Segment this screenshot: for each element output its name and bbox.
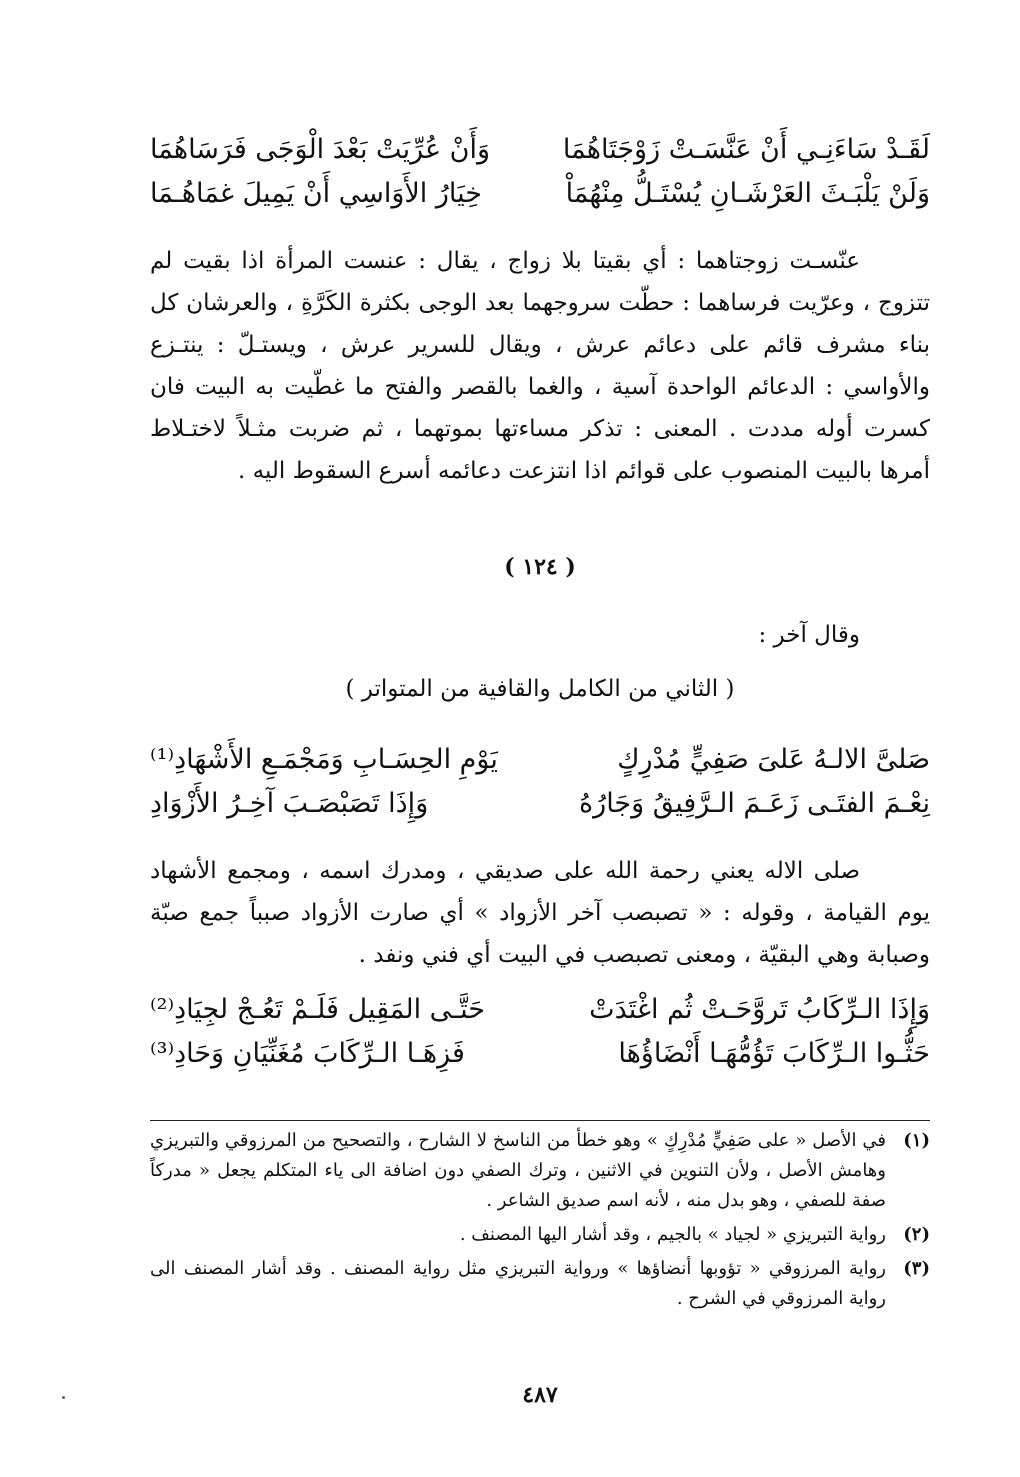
footnote-number: (٢) [903,1224,930,1245]
footnote-text: رواية التبريزي « لجياد » بالجيم ، وقد أشار اليها المصنف . [459,1224,886,1245]
verse-line [150,782,930,826]
verse-line [150,988,930,1032]
footnotes [150,1126,930,1318]
verse-second-hemistich: يَوْمِ الحِسَـابِ وَمَجْمَـعِ الأَشْهَادِ⁽¹⁾ [150,744,498,775]
section-number: ( ١٢٤ ) [504,554,576,580]
poem-block-2 [150,738,930,826]
commentary-block-1 [150,240,930,492]
poem-block-3 [150,988,930,1076]
commentary-block-2 [150,850,930,976]
meter-note: ( الثاني من الكامل والقافية من المتواتر ) [345,676,735,702]
footnote [150,1254,930,1314]
verse-second-hemistich: حَتَّـى المَقِيل فَلَـمْ تَعُـجْ لجِيَادِ⁽²⁾ [150,994,485,1025]
poem-block-1 [150,128,930,216]
commentary-paragraph: عنّسـت زوجتاهما : أي بقيتا بلا زواج ، يقال : عنست المرأة اذا بقيت لم تتزوج ، وعرّيت فرساهما : حطّت سروجهما بعد الوجى بكثرة الكَرَّةِ ، والعرشان كل بناء مشرف قائم على دعائم عرش ، ويقال للسرير عرش ، ويستـلّ : ينتـزع والأواسي : الدعائم الواحدة آسية ، والغما بالقصر والفتح ما غطّيت به البيت فان كسرت أوله مددت . المعنى : تذكر مساءتها بموتهما ، ثم ضربت مثـلاً لاختـلاط أمرها بالبيت المنصوب على قوائم اذا انتزعت دعائمه أسرع السقوط اليه . [150,248,930,484]
footnote [150,1126,930,1216]
verse-first-hemistich: حَثُّـوا الـرِّكَابَ تَؤُمُّهَـا أَنْضَاؤُهَا [618,1038,930,1069]
verse-second-hemistich: خِيَارُ الأَوَاسِي أَنْ يَمِيلَ غمَاهُـمَا [150,178,482,209]
verse-first-hemistich: وَلَنْ يَلْبَـثَ العَرْشَـانِ يُسْتَـلُّ مِنْهُمَاْ [565,178,930,209]
verse-second-hemistich: فَزِهَـا الـرِّكَابَ مُغَنِّيَانِ وَحَادِ⁽³⁾ [150,1038,465,1069]
verse-line [150,738,930,782]
scan-speck [62,1396,65,1399]
verse-second-hemistich: وَأَنْ عُرِّيَتْ بَعْدَ الْوَجَى فَرَسَاهُمَا [150,134,491,165]
verse-line [150,1032,930,1076]
intro-line [150,614,930,656]
verse-first-hemistich: وَإِذَا الـرِّكَابُ تَروَّحَـتْ ثُم اغْتَدَتْ [589,994,930,1025]
footnote-number: (١) [903,1130,930,1151]
footnote-number: (٣) [903,1258,930,1279]
page-number: ٤٨٧ [522,1382,558,1408]
verse-first-hemistich: لَقَـدْ سَاءَنِـي أَنْ عَنَّسَـتْ زَوْجَتَاهُمَا [562,134,930,165]
verse-first-hemistich: صَلىَّ الالـهُ عَلىَ صَفِيٍّ مُدْرِكٍ [617,744,930,775]
commentary-paragraph: صلى الاله يعني رحمة الله على صديقي ، ومدرك اسمه ، ومجمع الأشهاد يوم القيامة ، وقوله : « تصبصب آخر الأزواد » أي صارت الأزواد صبباً جمع صبّة وصبابة وهي البقيّة ، ومعنى تصبصب في البيت أي فني ونفد . [150,858,930,968]
verse-second-hemistich: وَإِذَا تَصَبْصَـبَ آخِـرُ الأَزْوَادِ [150,788,429,819]
verse-first-hemistich: نِعْـمَ الفتَـى زَعَـمَ الـرَّفِيقُ وَجَارُهُ [579,788,930,819]
verse-line [150,128,930,172]
footnote-text: في الأصل « على صَفِيٍّ مُدْرِكٍ » وهو خطأ من الناسخ لا الشارح ، والتصحيح من المرزوقي والتبريزي وهامش الأصل ، ولأن التنوين في الاثنين ، وترك الصفي دون اضافة الى ياء المتكلم يجعل « مدركاً صفة للصفي ، وهو بدل منه ، لأنه اسم صديق الشاعر . [150,1130,886,1211]
footnote-divider [150,1120,930,1121]
intro-text: وقال آخر : [758,622,860,648]
verse-line [150,172,930,216]
footnote-text: رواية المرزوقي « تؤوبها أنضاؤها » ورواية التبريزي مثل رواية المصنف . وقد أشار المصنف الى رواية المرزوقي في الشرح . [150,1258,886,1309]
footnote [150,1220,930,1250]
